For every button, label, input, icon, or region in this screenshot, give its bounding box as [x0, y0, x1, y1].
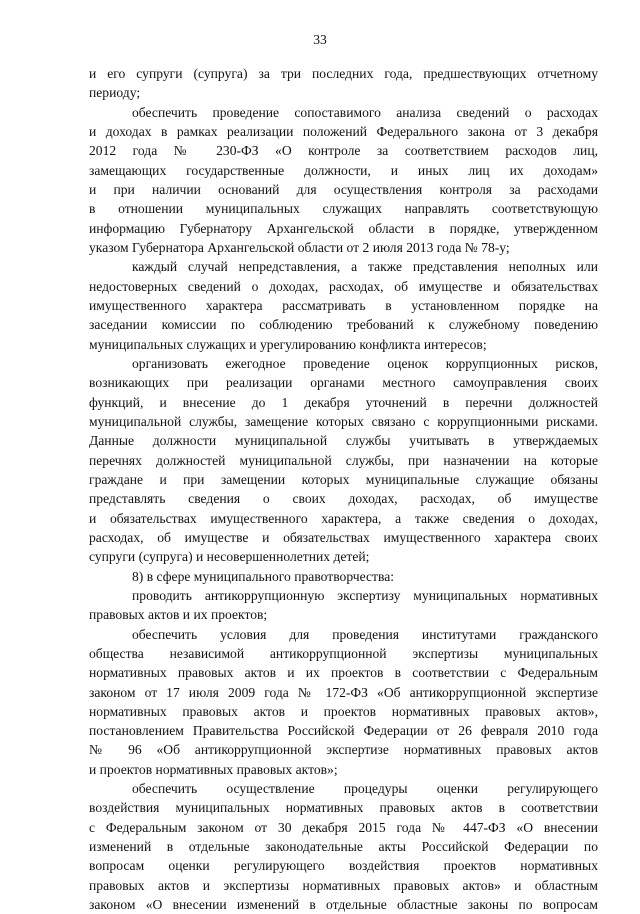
- text-line: и проектов нормативных правовых актов»;: [89, 761, 338, 777]
- text-line: и при наличии оснований для осуществления контроля за расходами: [89, 181, 598, 197]
- text-line: нормативных правовых актов и их проектов в соответствии с Федеральным: [89, 665, 598, 681]
- text-line: расходах, об имуществе и обязательствах имущественного характера своих: [89, 529, 598, 545]
- text-line: информацию Губернатору Архангельской области в порядке, утвержденном: [89, 220, 598, 236]
- text-line: функций, и внесение до 1 декабря уточнений в перечни должностей: [89, 394, 598, 410]
- text-line: замещающих государственные должности, и иных лиц их доходам»: [89, 162, 598, 178]
- text-line: нормативных правовых актов и проектов нормативных правовых актов»,: [89, 703, 598, 719]
- text-line: имущественного характера рассматривать в установленном порядке на: [89, 297, 598, 313]
- text-line: представлять сведения о своих доходах, расходах, об имуществе: [89, 491, 598, 507]
- text-line: возникающих при реализации органами местного самоуправления своих: [89, 375, 598, 391]
- text-line: № 96 «Об антикоррупционной экспертизе нормативных правовых актов: [89, 742, 598, 758]
- text-line: недостоверных сведений о доходах, расходах, об имуществе и обязательствах: [89, 278, 598, 294]
- text-line: граждане и при замещении которых муниципальные служащие обязаны: [89, 471, 598, 487]
- text-line: 2012 года № 230-ФЗ «О контроле за соответствием расходов лиц,: [89, 143, 598, 159]
- text-line: правовых актов и экспертизы нормативных правовых актов» и областным: [89, 877, 598, 893]
- text-line: изменений в отдельные законодательные акты Российской Федерации по: [89, 839, 598, 855]
- text-line: организовать ежегодное проведение оценок коррупционных рисков,: [132, 355, 598, 371]
- text-line: с Федеральным законом от 30 декабря 2015 года № 447-ФЗ «О внесении: [89, 819, 598, 835]
- text-line: законом «О внесении изменений в отдельные областные законы по вопросам: [89, 897, 598, 913]
- text-line: постановлением Правительства Российской Федерации от 26 февраля 2010 года: [89, 723, 598, 739]
- text-line: обеспечить условия для проведения институтами гражданского: [132, 626, 598, 642]
- text-line: заседании комиссии по соблюдению требований к служебному поведению: [89, 317, 598, 333]
- text-line: обеспечить проведение сопоставимого анализа сведений о расходах: [132, 104, 598, 120]
- text-line: вопросам оценки регулирующего воздействия проектов нормативных: [89, 858, 598, 874]
- page-number: 33: [313, 32, 327, 47]
- text-line: правовых актов и их проектов;: [89, 607, 268, 623]
- text-line: периоду;: [89, 85, 141, 101]
- text-line: и доходах в рамках реализации положений Федерального закона от 3 декабря: [89, 123, 598, 139]
- text-line: общества независимой антикоррупционной экспертизы муниципальных: [89, 645, 598, 661]
- text-line: супруги (супруга) и несовершеннолетних детей;: [89, 549, 370, 565]
- text-line: и его супруги (супруга) за три последних года, предшествующих отчетному: [89, 66, 598, 81]
- text-line: муниципальной службы, замещение которых связано с коррупционными рисками.: [89, 413, 598, 429]
- text-line: проводить антикоррупционную экспертизу муниципальных нормативных: [132, 587, 598, 603]
- text-line: Данные должности муниципальной службы учитывать в утверждаемых: [89, 433, 598, 449]
- text-line: воздействия муниципальных нормативных правовых актов в соответствии: [89, 800, 598, 816]
- text-line: перечнях должностей муниципальной службы, при назначении на которые: [89, 452, 598, 468]
- text-line: обеспечить осуществление процедуры оценки регулирующего: [132, 781, 598, 797]
- text-line: законом от 17 июля 2009 года № 172-ФЗ «Об антикоррупционной экспертизе: [89, 684, 598, 700]
- text-line: муниципальных служащих и урегулированию конфликта интересов;: [89, 336, 487, 352]
- text-line: и обязательствах имущественного характера, а также сведения о доходах,: [89, 510, 598, 526]
- text-line: указом Губернатора Архангельской области от 2 июля 2013 года № 78-у;: [89, 239, 510, 255]
- document-body: [89, 64, 598, 914]
- text-line: в отношении муниципальных служащих направлять соответствующую: [89, 201, 598, 217]
- text-line: 8) в сфере муниципального правотворчества:: [132, 568, 395, 584]
- text-line: каждый случай непредставления, а также представления неполных или: [132, 259, 598, 275]
